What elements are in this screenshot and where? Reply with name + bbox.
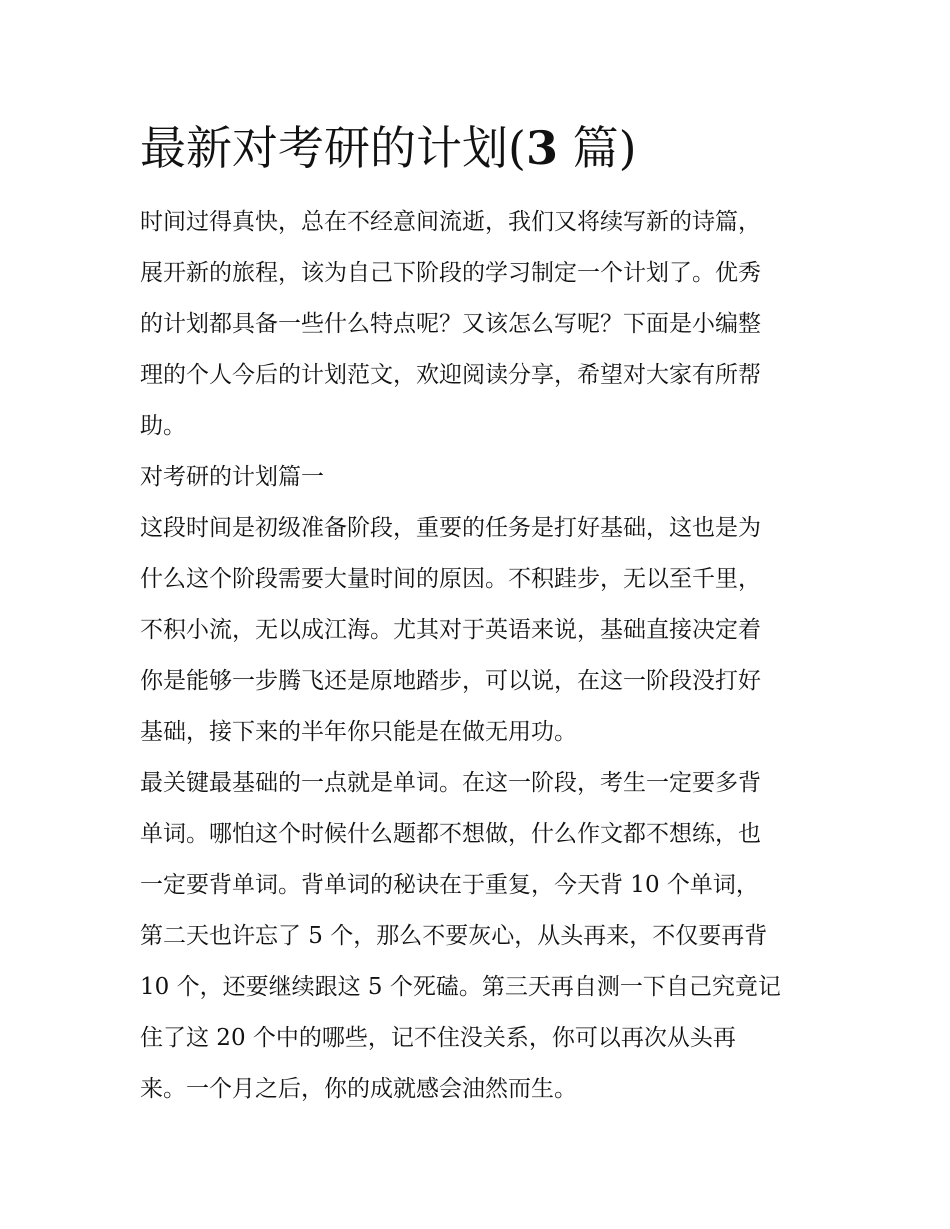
text-line: 展开新的旅程，该为自己下阶段的学习制定一个计划了。优秀 <box>140 260 761 286</box>
title-prefix: 最新对考研的计划( <box>140 121 526 175</box>
text-line: 基础，接下来的半年你只能是在做无用功。 <box>140 719 577 745</box>
section-heading: 对考研的计划篇一 <box>140 464 324 490</box>
text-line: 住了这 20 个中的哪些，记不住没关系，你可以再次从头再 <box>140 1025 736 1051</box>
title-suffix: 篇) <box>557 121 637 175</box>
text-line: 不积小流，无以成江海。尤其对于英语来说，基础直接决定着 <box>140 617 761 643</box>
text-line: 第二天也许忘了 5 个，那么不要灰心，从头再来，不仅要再背 <box>140 923 768 949</box>
text-line: 助。 <box>140 413 186 439</box>
title-number: 3 <box>525 121 558 175</box>
document-body <box>140 197 812 1115</box>
text-line: 这段时间是初级准备阶段，重要的任务是打好基础，这也是为 <box>140 515 761 541</box>
text-line: 最关键最基础的一点就是单词。在这一阶段，考生一定要多背 <box>140 770 761 796</box>
text-line: 时间过得真快，总在不经意间流逝，我们又将续写新的诗篇， <box>140 209 761 235</box>
text-line: 一定要背单词。背单词的秘诀在于重复，今天背 10 个单词， <box>140 872 759 898</box>
text-line: 单词。哪怕这个时候什么题都不想做，什么作文都不想练，也 <box>140 821 761 847</box>
text-line: 什么这个阶段需要大量时间的原因。不积跬步，无以至千里， <box>140 566 761 592</box>
text-line: 来。一个月之后，你的成就感会油然而生。 <box>140 1076 577 1102</box>
text-line: 理的个人今后的计划范文，欢迎阅读分享，希望对大家有所帮 <box>140 362 761 388</box>
text-line: 10 个，还要继续跟这 5 个死磕。第三天再自测一下自己究竟记 <box>140 974 781 1000</box>
text-line: 你是能够一步腾飞还是原地踏步，可以说，在这一阶段没打好 <box>140 668 761 694</box>
text-line: 的计划都具备一些什么特点呢？又该怎么写呢？下面是小编整 <box>140 311 761 337</box>
document-title <box>140 118 820 178</box>
